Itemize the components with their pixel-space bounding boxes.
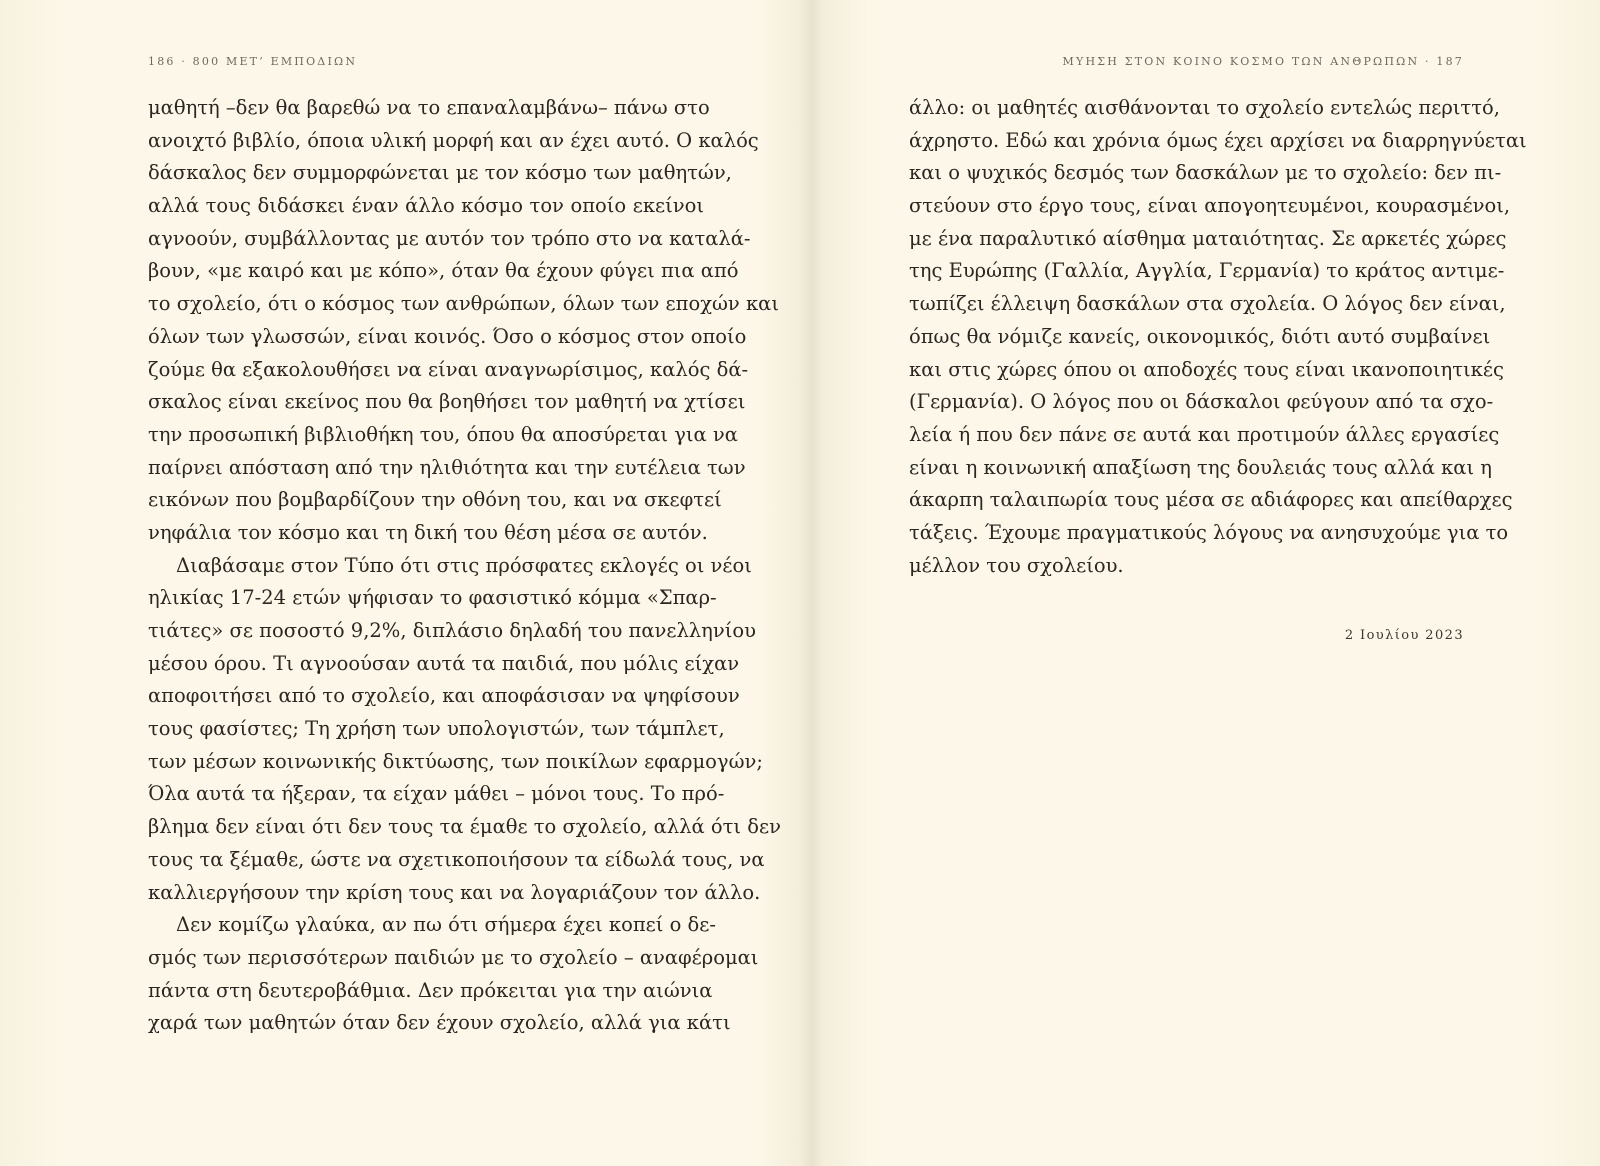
text-line: αποφοιτήσει από το σχολείο, και αποφάσισαν να ψηφίσουν xyxy=(148,684,740,708)
text-line: εικόνων που βομβαρδίζουν την οθόνη του, και να σκεφτεί xyxy=(148,488,722,512)
text-line: μέσου όρου. Τι αγνοούσαν αυτά τα παιδιά, που μόλις είχαν xyxy=(148,651,740,675)
text-line: Όλα αυτά τα ήξεραν, τα είχαν μάθει – μόνοι τους. Το πρό- xyxy=(148,782,725,806)
text-line: των μέσων κοινωνικής δικτύωσης, των ποικίλων εφαρμογών; xyxy=(148,749,763,773)
text-line: δάσκαλος δεν συμμορφώνεται με τον κόσμο των μαθητών, xyxy=(148,161,732,185)
text-line: ζούμε θα εξακολουθήσει να είναι αναγνωρίσιμος, καλός δά- xyxy=(148,357,749,381)
text-line: σκαλος είναι εκείνος που θα βοηθήσει τον μαθητή να χτίσει xyxy=(148,390,746,414)
text-line: άλλο: οι μαθητές αισθάνονται το σχολείο εντελώς περιττό, xyxy=(909,96,1500,119)
text-line: και στις χώρες όπου οι αποδοχές τους είναι ικανοποιητικές xyxy=(909,357,1504,381)
text-line: άκαρπη ταλαιπωρία τους μέσα σε αδιάφορες και απείθαρχες xyxy=(909,488,1513,512)
text-line: είναι η κοινωνική απαξίωση της δουλειάς τους αλλά και η xyxy=(909,455,1492,479)
text-line: Δεν κομίζω γλαύκα, αν πω ότι σήμερα έχει κοπεί ο δε- xyxy=(176,913,716,937)
text-line: παίρνει απόσταση από την ηλιθιότητα και την ευτέλεια των xyxy=(148,455,746,479)
text-line: Διαβάσαμε στον Τύπο ότι στις πρόσφατες εκλογές οι νέοι xyxy=(176,553,752,577)
text-line: όπως θα νόμιζε κανείς, οικονομικός, διότι αυτό συμβαίνει xyxy=(909,324,1491,348)
text-line: την προσωπική βιβλιοθήκη του, όπου θα αποσύρεται για να xyxy=(148,422,738,446)
text-line: όλων των γλωσσών, είναι κοινός. Όσο ο κόσμος στον οποίο xyxy=(148,324,747,348)
text-line: ηλικίας 17-24 ετών ψήφισαν το φασιστικό κόμμα «Σπαρ- xyxy=(148,586,717,610)
text-line: βλημα δεν είναι ότι δεν τους τα έμαθε το σχολείο, αλλά ότι δεν xyxy=(148,815,781,839)
text-line: πάντα στη δευτεροβάθμια. Δεν πρόκειται για την αιώνια xyxy=(148,978,713,1002)
text-line: τωπίζει έλλειψη δασκάλων στα σχολεία. Ο λόγος δεν είναι, xyxy=(909,292,1506,316)
running-head-left: 186 · 800 ΜΕΤ’ ΕΜΠΟΔΙΩΝ xyxy=(148,55,358,68)
text-line: αλλά τους διδάσκει έναν άλλο κόσμο τον οποίο εκείνοι xyxy=(148,194,704,218)
text-line: το σχολείο, ότι ο κόσμος των ανθρώπων, όλων των εποχών και xyxy=(148,292,779,316)
text-line: τους τα ξέμαθε, ώστε να σχετικοποιήσουν τα είδωλά τους, να xyxy=(148,847,765,871)
text-line: στεύουν στο έργο τους, είναι απογοητευμένοι, κουρασμένοι, xyxy=(909,194,1511,218)
left-page-text xyxy=(148,92,781,1040)
text-line: καλλιεργήσουν την κρίση τους και να λογαριάζουν τον άλλο. xyxy=(148,880,761,904)
text-line: (Γερμανία). Ο λόγος που οι δάσκαλοι φεύγουν από τα σχο- xyxy=(909,390,1494,414)
text-line: νηφάλια τον κόσμο και τη δική του θέση μέσα σε αυτόν. xyxy=(148,520,708,544)
text-line: τιάτες» σε ποσοστό 9,2%, διπλάσιο δηλαδή του πανελληνίου xyxy=(148,619,756,642)
left-page xyxy=(148,0,781,1166)
text-line: τους φασίστες; Τη χρήση των υπολογιστών, των τάμπλετ, xyxy=(148,717,725,741)
text-line: τάξεις. Έχουμε πραγματικούς λόγους να ανησυχούμε για το xyxy=(909,520,1509,544)
text-line: λεία ή που δεν πάνε σε αυτά και προτιμούν άλλες εργασίες xyxy=(909,422,1500,446)
right-page-text xyxy=(909,92,1527,582)
text-line: με ένα παραλυτικό αίσθημα ματαιότητας. Σε αρκετές χώρες xyxy=(909,226,1507,250)
text-line: χαρά των μαθητών όταν δεν έχουν σχολείο, αλλά για κάτι xyxy=(148,1011,731,1035)
date-signature: 2 Ιουλίου 2023 xyxy=(1344,628,1464,643)
text-line: βουν, «με καιρό και με κόπο», όταν θα έχουν φύγει πια από xyxy=(148,259,739,283)
text-line: μαθητή –δεν θα βαρεθώ να το επαναλαμβάνω– πάνω στο xyxy=(148,96,710,119)
right-page xyxy=(909,0,1527,1166)
text-line: σμός των περισσότερων παιδιών με το σχολείο – αναφέρομαι xyxy=(148,945,759,969)
text-line: της Ευρώπης (Γαλλία, Αγγλία, Γερμανία) το κράτος αντιμε- xyxy=(909,259,1505,283)
text-line: μέλλον του σχολείου. xyxy=(909,553,1124,577)
text-line: αγνοούν, συμβάλλοντας με αυτόν τον τρόπο στο να καταλά- xyxy=(148,226,751,250)
running-head-right: ΜΥΗΣΗ ΣΤΟΝ ΚΟΙΝΟ ΚΟΣΜΟ ΤΩΝ ΑΝΘΡΩΠΩΝ · 187 xyxy=(1062,55,1464,68)
text-line: άχρηστο. Εδώ και χρόνια όμως έχει αρχίσει να διαρρηγνύεται xyxy=(909,128,1527,152)
text-line: ανοιχτό βιβλίο, όποια υλική μορφή και αν έχει αυτό. Ο καλός xyxy=(148,128,759,152)
text-line: και ο ψυχικός δεσμός των δασκάλων με το σχολείο: δεν πι- xyxy=(909,161,1502,185)
